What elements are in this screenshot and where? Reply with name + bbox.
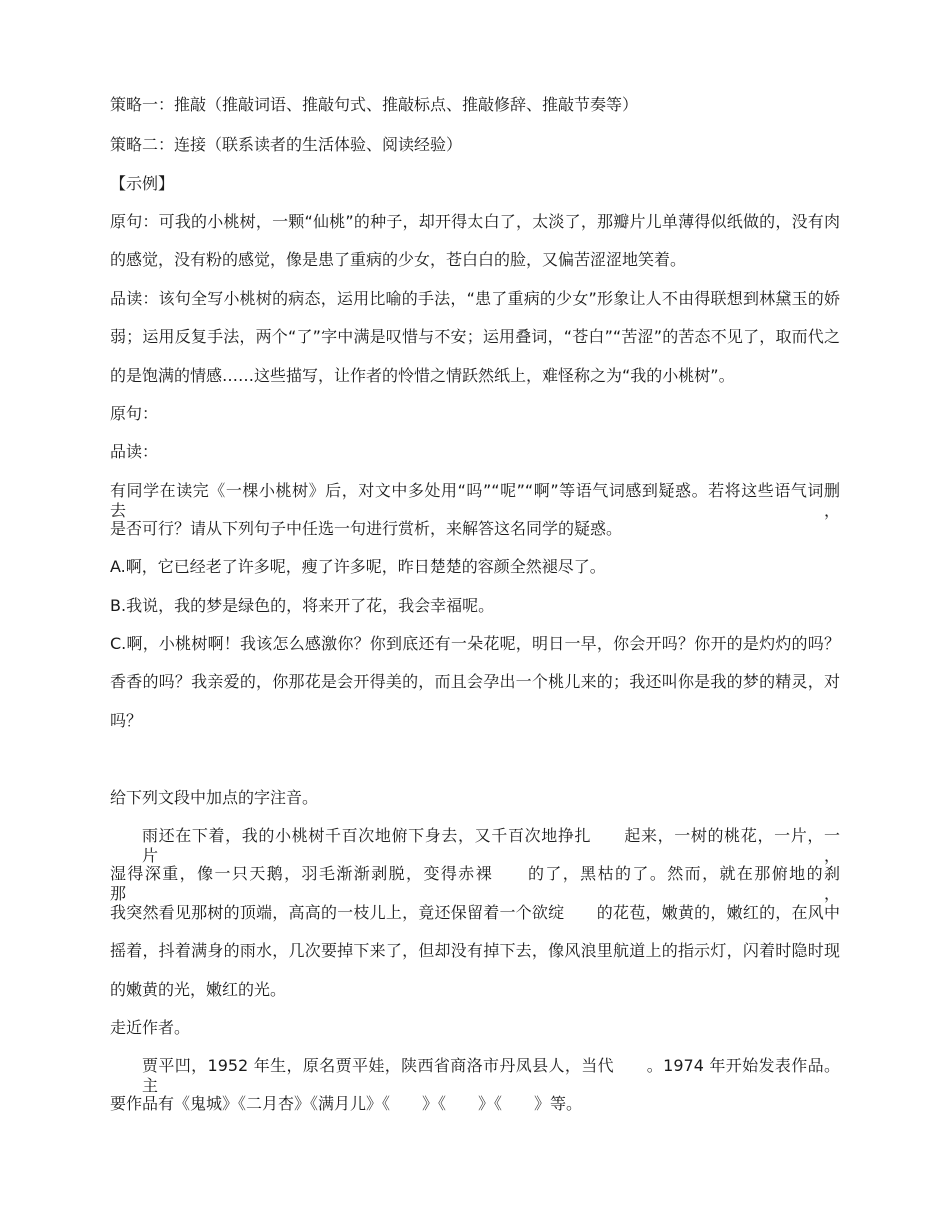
passage-line: 我突然看见那树的顶端，高高的一枝儿上，竟还保留着一个欲绽 的花苞，嫩黄的，嫩红的，在风中 xyxy=(110,903,840,922)
strategy-one: 策略一：推敲（推敲词语、推敲句式、推敲标点、推敲修辞、推敲节奏等） xyxy=(110,95,639,114)
option-c-line: 吗？ xyxy=(110,711,143,730)
reading-analysis-line: 品读：该句全写小桃树的病态，运用比喻的手法，“患了重病的少女”形象让人不由得联想到林黛玉的娇 xyxy=(110,289,840,308)
pinyin-instruction: 给下列文段中加点的字注音。 xyxy=(110,788,319,807)
passage-line: 的嫩黄的光，嫩红的光。 xyxy=(110,980,287,999)
reading-analysis-line: 的是饱满的情感……这些描写，让作者的怜惜之情跃然纸上，难怪称之为“我的小桃树”。 xyxy=(110,366,735,385)
passage-line: 湿得深重，像一只天鹅，羽毛渐渐剥脱，变得赤裸 的了，黑枯的了。然而，就在那俯地的刹那 ， xyxy=(110,864,840,903)
question-intro-line: 是否可行？请从下列句子中任选一句进行赏析，来解答这名同学的疑惑。 xyxy=(110,519,623,538)
passage-line: 雨还在下着，我的小桃树千百次地俯下身去，又千百次地挣扎 起来，一树的桃花，一片，一片， xyxy=(142,826,840,865)
option-b: B.我说，我的梦是绿色的，将来开了花，我会幸福呢。 xyxy=(110,596,495,615)
blank-original-label: 原句： xyxy=(110,404,159,423)
option-a: A.啊，它已经老了许多呢，瘦了许多呢，昨日楚楚的容颜全然褪尽了。 xyxy=(110,557,606,576)
option-c-line: 香香的吗？我亲爱的，你那花是会开得美的，而且会孕出一个桃儿来的；我还叫你是我的梦的精灵，对 xyxy=(110,672,840,691)
author-bio-line: 要作品有《鬼城》《二月杏》《满月儿》《 》《 》《 》等。 xyxy=(110,1094,583,1113)
reading-analysis-line: 弱；运用反复手法，两个“了”字中满是叹惜与不安；运用叠词，“苍白”“苦涩”的苦态不见了，取而代之 xyxy=(110,327,840,346)
strategy-two: 策略二：连接（联系读者的生活体验、阅读经验） xyxy=(110,135,463,154)
option-c-line: C.啊，小桃树啊！我该怎么感激你？你到底还有一朵花呢，明日一早，你会开吗？你开的是灼灼的吗？ xyxy=(110,634,840,653)
blank-reading-label: 品读： xyxy=(110,442,159,461)
passage-line: 摇着，抖着满身的雨水，几次要掉下来了，但却没有掉下去，像风浪里航道上的指示灯，闪着时隐时现 xyxy=(110,941,840,960)
original-sentence-line: 的感觉，没有粉的感觉，像是患了重病的少女，苍白白的脸，又偏苦涩涩地笑着。 xyxy=(110,250,687,269)
author-bio-line: 贾平凹，1952 年生，原名贾平娃，陕西省商洛市丹凤县人，当代 。1974 年开始发表作品。主 xyxy=(142,1056,840,1095)
example-heading: 【示例】 xyxy=(110,174,175,193)
original-sentence-line: 原句：可我的小桃树，一颗“仙桃”的种子，却开得太白了，太淡了，那瓣片儿单薄得似纸做的，没有肉 xyxy=(110,212,840,231)
author-heading: 走近作者。 xyxy=(110,1018,191,1037)
question-intro-line: 有同学在读完《一棵小桃树》后，对文中多处用“吗”“呢”“啊”等语气词感到疑惑。若将这些语气词删去， xyxy=(110,481,840,520)
